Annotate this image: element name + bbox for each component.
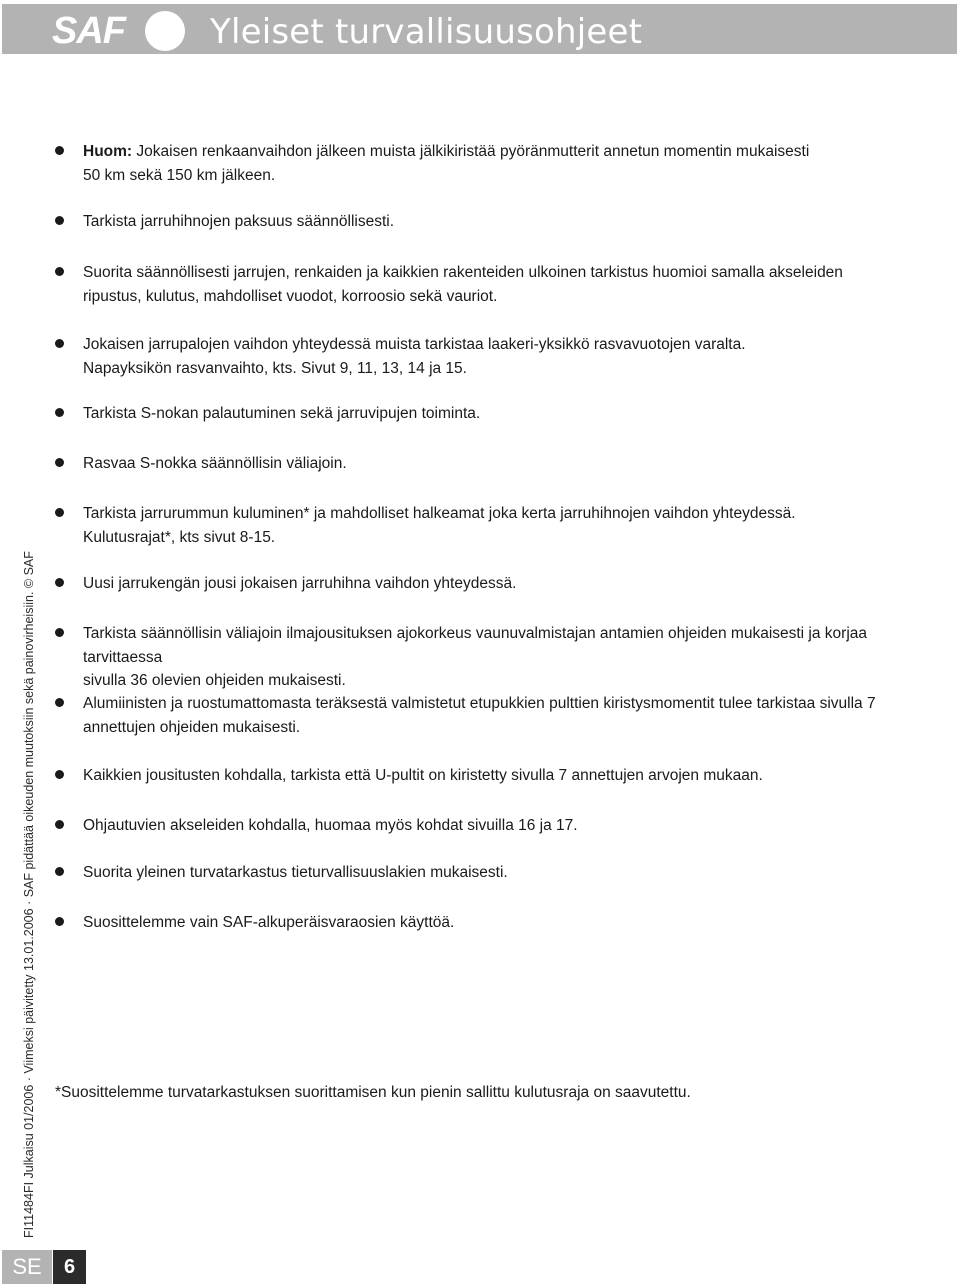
bullet-dot-icon — [55, 628, 64, 637]
bullet-line — [83, 140, 883, 164]
bullet-line-text: Suorita säännöllisesti jarrujen, renkaiden ja kaikkien rakenteiden ulkoinen tarkistus huomioi samalla akseleiden — [83, 264, 843, 281]
bullet-line-text: Jokaisen renkaanvaihdon jälkeen muista jälkikiristää pyöränmutterit annetun momentin mukaisesti — [136, 143, 810, 160]
bullet-line — [83, 502, 883, 526]
bullet-dot-icon — [55, 216, 64, 225]
bullet-line — [83, 716, 883, 740]
bullet-dot-icon — [55, 146, 64, 155]
bullet-text — [83, 402, 883, 426]
bullet-line-text: Napayksikön rasvanvaihto, kts. Sivut 9, 11, 13, 14 ja 15. — [83, 359, 467, 377]
bullet-line-text: Jokaisen jarrupalojen vaihdon yhteydessä muista tarkistaa laakeri-yksikkö rasvavuotojen varalta. — [83, 336, 746, 353]
page-header — [2, 4, 957, 54]
language-badge: SE — [2, 1250, 52, 1284]
bullet-line — [83, 285, 883, 309]
bullet-text — [83, 140, 883, 187]
bullet-line-text: Rasvaa S-nokka säännöllisin väliajoin. — [83, 455, 347, 472]
bullet-line-text: Suosittelemme vain SAF-alkuperäisvaraosien käyttöä. — [83, 914, 455, 931]
bullet-line — [83, 692, 883, 716]
footnote: *Suosittelemme turvatarkastuksen suorittamisen kun pienin sallittu kulutusraja on saavutettu. — [55, 1084, 691, 1101]
bullet-dot-icon — [55, 267, 64, 276]
bullet-line — [83, 210, 883, 234]
bullet-text — [83, 814, 883, 838]
bullet-line — [83, 572, 883, 596]
bullet-line-text: Ohjautuvien akseleiden kohdalla, huomaa myös kohdat sivuilla 16 ja 17. — [83, 817, 578, 834]
bullet-line — [83, 764, 883, 788]
page-number: 6 — [53, 1250, 86, 1284]
bullet-dot-icon — [55, 458, 64, 467]
bullet-line-text: Uusi jarrukengän jousi jokaisen jarruhihna vaihdon yhteydessä. — [83, 575, 517, 592]
bullet-line-text: ripustus, kulutus, mahdolliset vuodot, korroosio sekä vauriot. — [83, 287, 498, 305]
bullet-text — [83, 622, 883, 693]
bullet-text — [83, 210, 883, 234]
bullet-text — [83, 261, 883, 308]
bullet-dot-icon — [55, 508, 64, 517]
bullet-text — [83, 452, 883, 476]
bullet-line-text: Kulutusrajat*, kts sivut 8-15. — [83, 528, 276, 546]
saf-logo — [52, 10, 192, 52]
bullet-line — [83, 526, 883, 550]
bullet-text — [83, 692, 883, 739]
bullet-dot-icon — [55, 339, 64, 348]
bullet-dot-icon — [55, 867, 64, 876]
bullet-line — [83, 622, 883, 669]
bullet-line-text: 50 km sekä 150 km jälkeen. — [83, 166, 276, 184]
bullet-line — [83, 261, 883, 285]
bullet-line — [83, 911, 883, 935]
bullet-text — [83, 764, 883, 788]
logo-text: SAF — [52, 10, 125, 52]
bullet-line-text: Tarkista säännöllisin väliajoin ilmajousituksen ajokorkeus vaunuvalmistajan antamien ohjeiden mukaisesti ja korjaa tarvittaessa — [83, 625, 868, 666]
bullet-label: Huom: — [83, 143, 133, 160]
bullet-line — [83, 452, 883, 476]
page-title: Yleiset turvallisuusohjeet — [210, 12, 643, 52]
bullet-line — [83, 814, 883, 838]
bullet-line-text: sivulla 36 olevien ohjeiden mukaisesti. — [83, 672, 346, 689]
bullet-dot-icon — [55, 770, 64, 779]
bullet-text — [83, 861, 883, 885]
bullet-line-text: Kaikkien jousitusten kohdalla, tarkista että U-pultit on kiristetty sivulla 7 annettujen arvojen mukaan. — [83, 767, 763, 784]
bullet-dot-icon — [55, 698, 64, 707]
bullet-line — [83, 333, 883, 357]
bullet-line-text: Suorita yleinen turvatarkastus tieturvallisuuslakien mukaisesti. — [83, 864, 508, 881]
bullet-line-text: Tarkista S-nokan palautuminen sekä jarruvipujen toiminta. — [83, 405, 481, 422]
bullet-line-text: Tarkista jarruhihnojen paksuus säännöllisesti. — [83, 213, 395, 230]
bullet-text — [83, 333, 883, 380]
bullet-dot-icon — [55, 408, 64, 417]
bullet-line-text: Alumiinisten ja ruostumattomasta teräksestä valmistetut etupukkien pulttien kiristysmomentit tulee tarkistaa sivulla 7 — [83, 695, 876, 712]
bullet-line-text: Tarkista jarrurummun kuluminen* ja mahdolliset halkeamat joka kerta jarruhihnojen vaihdon yhteydessä. — [83, 505, 796, 522]
bullet-dot-icon — [55, 820, 64, 829]
bullet-text — [83, 572, 883, 596]
bullet-line-text: annettujen ohjeiden mukaisesti. — [83, 718, 301, 736]
bullet-line — [83, 669, 883, 693]
logo-circle-icon — [145, 11, 185, 51]
bullet-dot-icon — [55, 917, 64, 926]
side-note: FI11484FI Julkaisu 01/2006 · Viimeksi päivitetty 13.01.2006 · SAF pidättää oikeuden muutoksiin sekä painovirheisiin. © SAF — [22, 551, 36, 1238]
bullet-line — [83, 402, 883, 426]
bullet-text — [83, 502, 883, 549]
bullet-line — [83, 164, 883, 188]
bullet-line — [83, 861, 883, 885]
bullet-line — [83, 357, 883, 381]
bullet-dot-icon — [55, 578, 64, 587]
bullet-text — [83, 911, 883, 935]
